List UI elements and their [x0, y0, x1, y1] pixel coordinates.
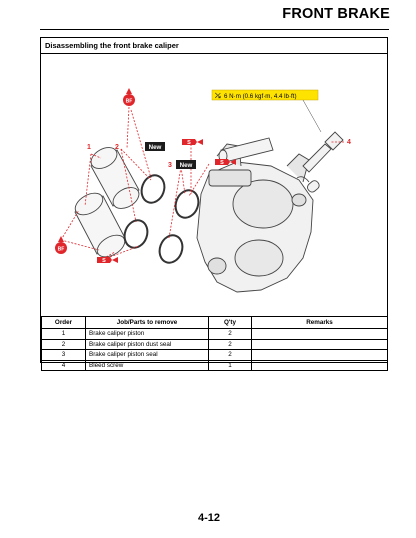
row-part: Bleed screw [86, 360, 209, 371]
torque-spec-box [212, 90, 321, 132]
brake-fluid-symbol: BF [57, 246, 65, 253]
new-badge-3 [176, 160, 196, 169]
part-number-1: 1 [87, 144, 91, 151]
row-remarks [252, 329, 388, 340]
parts-table [41, 316, 388, 371]
table-header-row [42, 317, 388, 329]
row-qty: 2 [209, 350, 252, 361]
row-remarks [252, 339, 388, 350]
brake-fluid-marker-top [123, 88, 135, 106]
row-order: 2 [42, 339, 86, 350]
piston-seals [156, 187, 202, 266]
caliper-pin [219, 138, 273, 162]
row-order: 4 [42, 360, 86, 371]
new-label: New [179, 162, 193, 169]
table-row [42, 329, 388, 340]
row-remarks [252, 350, 388, 361]
tool-symbol: S [220, 160, 224, 167]
table-row [42, 339, 388, 350]
table-row [42, 360, 388, 371]
row-part: Brake caliper piston seal [86, 350, 209, 361]
torque-icon: ⤯ [215, 93, 221, 100]
row-remarks [252, 360, 388, 371]
torque-spec-text: 6 N·m (0.6 kgf·m, 4.4 lb·ft) [224, 92, 297, 100]
row-part: Brake caliper piston [86, 329, 209, 340]
part-number-4: 4 [347, 139, 351, 146]
content-frame [40, 37, 388, 370]
col-qty: Q'ty [209, 317, 252, 329]
col-remarks: Remarks [252, 317, 388, 329]
exploded-diagram [41, 54, 387, 315]
row-order: 1 [42, 329, 86, 340]
part-number-2: 2 [115, 144, 119, 151]
brake-fluid-symbol: BF [125, 98, 133, 105]
row-qty: 1 [209, 360, 252, 371]
tool-symbol: S [187, 140, 191, 147]
row-qty: 2 [209, 339, 252, 350]
col-order: Order [42, 317, 86, 329]
table-row [42, 350, 388, 361]
tool-marker-bottom [97, 257, 118, 264]
title-rule [40, 29, 389, 30]
tool-symbol: S [102, 258, 106, 265]
caliper-body [197, 144, 313, 292]
section-title: Disassembling the front brake caliper [45, 41, 179, 50]
brake-fluid-marker-left [55, 236, 67, 254]
row-part: Brake caliper piston dust seal [86, 339, 209, 350]
part-number-3: 3 [168, 162, 172, 169]
col-job-parts: Job/Parts to remove [86, 317, 209, 329]
new-label: New [148, 144, 162, 151]
row-qty: 2 [209, 329, 252, 340]
new-badge-2 [145, 142, 165, 151]
tool-marker-top [182, 139, 203, 146]
page-number: 4-12 [198, 512, 221, 524]
row-order: 3 [42, 350, 86, 361]
page-title: FRONT BRAKE [282, 6, 390, 22]
